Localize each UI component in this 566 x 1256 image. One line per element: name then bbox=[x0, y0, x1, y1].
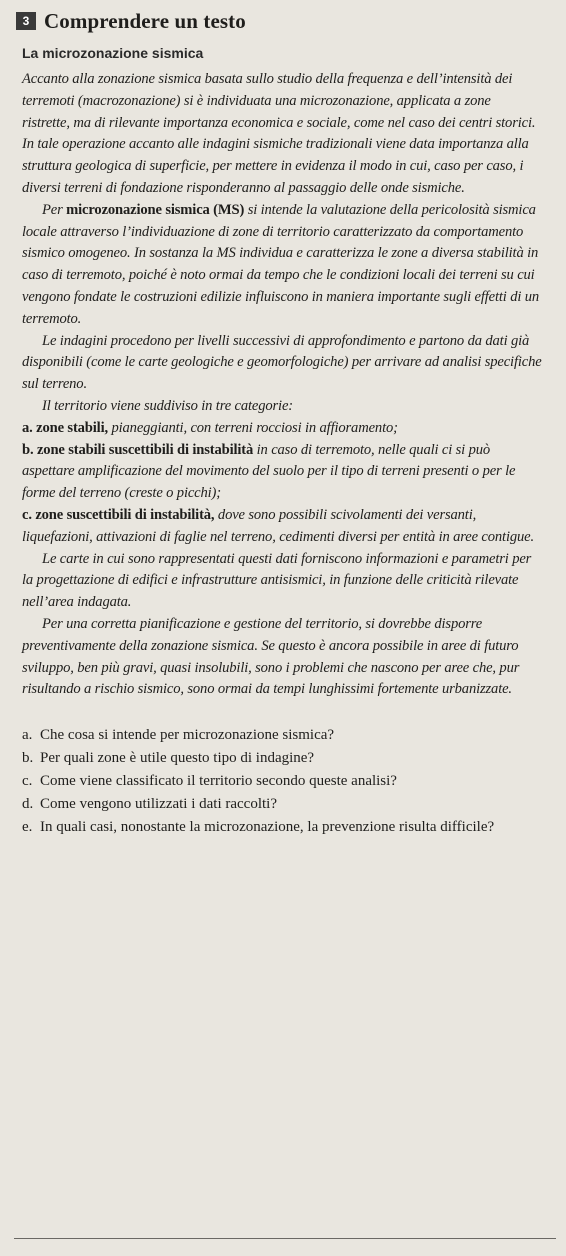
question-text: Come viene classificato il territorio secondo queste analisi? bbox=[40, 773, 397, 790]
question-item bbox=[22, 747, 542, 770]
text-subtitle: La microzonazione sismica bbox=[22, 45, 204, 61]
category-a: a. zone stabili, pianeggianti, con terreni rocciosi in affioramento; bbox=[22, 419, 398, 436]
paragraph-2: Per microzonazione sismica (MS) si intende la valutazione della pericolosità sismica locale attraverso l’individuazione di zone di territorio caratterizzato da comportamento sismico omogeneo. In sostanza la MS individua e caratterizza le zone a diversa stabilità in caso di terremoto, poiché è noto ormai da tempo che le condizioni locali dei terreni su cui vengono fondate le costruzioni edilizie influiscono in maniera importante sugli effetti di un terremoto. bbox=[22, 201, 540, 327]
paragraph-6: Per una corretta pianificazione e gestione del territorio, si dovrebbe disporre preventivamente della zonazione sismica. Se questo è ancora possibile in aree di futuro sviluppo, ben più gravi, quasi insolubili, sono i problemi che nascono per aree che, pur risultando a rischio sismico, sono ormai da tempi lunghissimi fortemente urbanizzate. bbox=[22, 615, 520, 698]
question-text: In quali casi, nonostante la microzonazione, la prevenzione risulta difficile? bbox=[40, 819, 495, 836]
question-letter: a. bbox=[22, 727, 33, 744]
paragraph-3: Le indagini procedono per livelli successivi di approfondimento e partono da dati già disponibili (come le carte geologiche e geomorfologiche) per arrivare ad analisi specifiche sul terreno. bbox=[22, 332, 542, 393]
question-text: Per quali zone è utile questo tipo di indagine? bbox=[40, 750, 315, 767]
question-item bbox=[22, 724, 542, 747]
question-text: Come vengono utilizzati i dati raccolti? bbox=[40, 796, 278, 813]
paragraph-4: Il territorio viene suddiviso in tre categorie: bbox=[42, 397, 293, 414]
question-item bbox=[22, 770, 542, 793]
exercise-title: Comprendere un testo bbox=[44, 8, 246, 33]
question-list bbox=[22, 724, 542, 839]
paragraph-1: Accanto alla zonazione sismica basata sullo studio della frequenza e dell’intensità dei terremoti (macrozonazione) si è individuata una microzonazione, applicata a zone ristrette, ma di rilevante importanza economica e sociale, come nel caso dei centri storici. In tale operazione accanto alle indagini sismiche tradizionali viene data importanza alla struttura geologica di superficie, per mettere in evidenza il modo in cui, caso per caso, i diversi terreni di fondazione risponderanno al passaggio delle onde sismiche. bbox=[22, 71, 536, 196]
definition-term: microzonazione sismica (MS) bbox=[66, 201, 245, 218]
question-item bbox=[22, 793, 542, 816]
exercise-header bbox=[22, 6, 542, 36]
question-letter: d. bbox=[22, 796, 34, 813]
reading-text bbox=[22, 69, 542, 701]
question-item bbox=[22, 816, 542, 839]
exercise-number-badge: 3 bbox=[16, 12, 36, 30]
paragraph-5: Le carte in cui sono rappresentati questi dati forniscono informazioni e parametri per la progettazione di edifici e infrastrutture antisismici, in funzione delle criticità rilevate nell’area indagata. bbox=[22, 550, 532, 611]
answer-line[interactable] bbox=[14, 1238, 556, 1239]
category-b: b. zone stabili suscettibili di instabilità in caso di terremoto, nelle quali ci si può aspettare amplificazione del movimento del suolo per il tipo di terreni presenti o per le forme del terreno (creste o picchi); bbox=[22, 441, 516, 502]
question-letter: b. bbox=[22, 750, 34, 767]
question-text: Che cosa si intende per microzonazione sismica? bbox=[40, 727, 335, 744]
category-c: c. zone suscettibili di instabilità, dove sono possibili scivolamenti dei versanti, liquefazioni, attivazioni di faglie nel terreno, cedimenti diversi per entità in aree contigue. bbox=[22, 506, 534, 545]
question-letter: c. bbox=[22, 773, 33, 790]
question-letter: e. bbox=[22, 819, 33, 836]
